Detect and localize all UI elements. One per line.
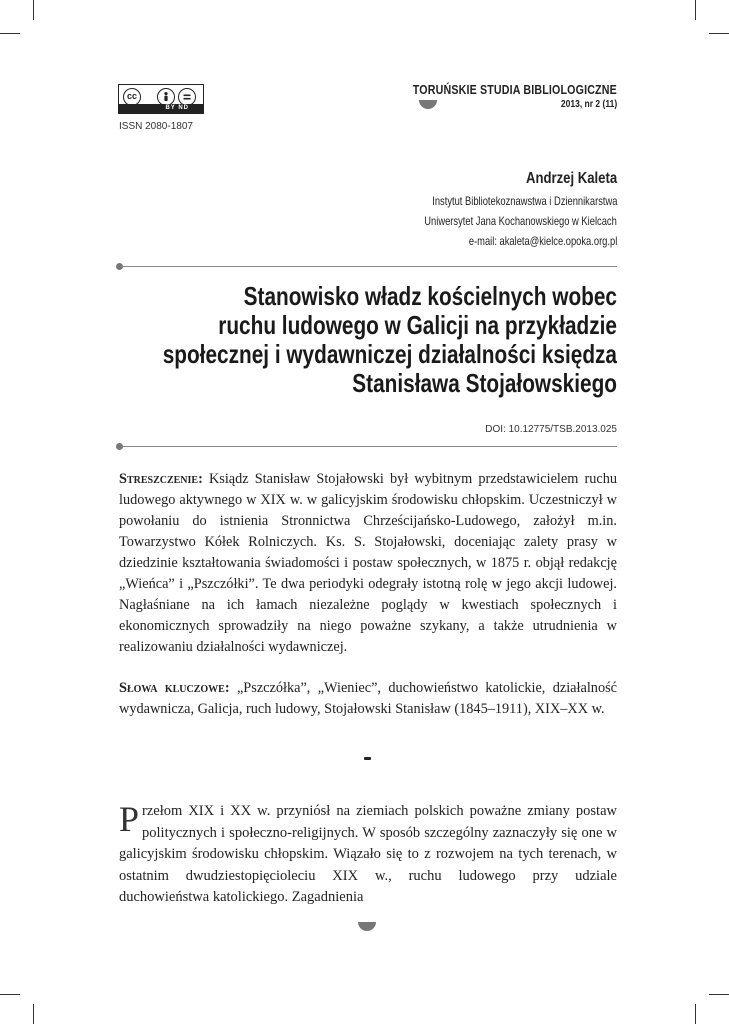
cc-license-badge <box>118 84 204 114</box>
author-name: Andrzej Kaleta <box>525 170 617 187</box>
abstract-text: Ksiądz Stanisław Stojałowski był wybitnym przedstawicielem ruchu ludowego aktywnego w XIX w. w galicyjskim środowisku chłopskim. Uczestniczył w powołaniu do istnienia Stronnictwa Chrześcijańsko-Ludowego, założył m.in. Towarzystwo Kółek Rolniczych. Ks. S. Stojałowski, doceniając zalety prasy w dziedzinie kształtowania świadomości i postaw społecznych, w 1875 r. objął redakcję „Wieńca” i „Pszczółki”. Te dwa periodyki odegrały istotną rolę w jego akcji ludowej. Nagłaśniane na ich łamach niezależne poglądy w kwestiach społecznych i ekonomicznych sprowadziły na niego poważne szykany, a także utrudnienia w realizowaniu działalności wydawniczej. <box>119 471 617 655</box>
body-paragraph <box>119 801 617 909</box>
author-email[interactable]: e-mail: akaleta@kielce.opoka.org.pl <box>468 234 617 248</box>
journal-issue: 2013, nr 2 (11) <box>560 99 617 110</box>
crop-mark-top-right-vertical <box>695 0 696 20</box>
crop-mark-bottom-right-horizontal <box>709 994 729 995</box>
divider-top <box>121 266 617 267</box>
title-line: Stanisława Stojałowskiego <box>352 368 617 398</box>
header-ornament-icon <box>419 100 437 109</box>
crop-mark-bottom-right-vertical <box>695 1004 696 1024</box>
abstract-label: Streszczenie: <box>119 471 203 487</box>
crop-mark-bottom-left-horizontal <box>0 994 20 995</box>
abstract <box>119 469 617 658</box>
crop-mark-top-right-horizontal <box>709 33 729 34</box>
keywords <box>119 678 617 720</box>
crop-mark-top-left-horizontal <box>0 33 20 34</box>
article-title <box>121 282 617 398</box>
author-affiliation-university: Uniwersytet Jana Kochanowskiego w Kielcach <box>424 214 617 228</box>
doi[interactable]: DOI: 10.12775/TSB.2013.025 <box>485 424 617 435</box>
section-separator-icon <box>364 757 371 760</box>
crop-mark-bottom-left-vertical <box>33 1004 34 1024</box>
title-line: społecznej i wydawniczej działalności księdza <box>162 339 617 369</box>
drop-cap: P <box>119 799 140 839</box>
title-line: ruchu ludowego w Galicji na przykładzie <box>218 310 617 340</box>
issn: ISSN 2080-1807 <box>119 121 193 132</box>
keywords-text: „Pszczółka”, „Wieniec”, duchowieństwo katolickie, działalność wydawnicza, Galicja, ruch ludowy, Stojałowski Stanisław (1845–1911), XIX–XX w. <box>119 680 618 717</box>
body-paragraph-text: rzełom XIX i XX w. przyniósł na ziemiach polskich poważne zmiany postaw politycznych i społeczno-religijnych. W sposób szczególny zaznaczyły się one w galicyjskim środowisku chłopskim. Wiązało się to z rozwojem na tych terenach, w ostatnim dwudziestopięcioleciu XIX w., ruchu ludowego przy udziale duchowieństwa katolickiego. Zagadnienia <box>119 803 617 906</box>
author-affiliation-institute: Instytut Bibliotekoznawstwa i Dziennikarstwa <box>431 194 617 208</box>
crop-mark-top-left-vertical <box>33 0 34 20</box>
journal-title: TORUŃSKIE STUDIA BIBLIOLOGICZNE <box>412 82 617 97</box>
footer-ornament-icon <box>358 922 376 931</box>
title-line: Stanowisko władz kościelnych wobec <box>243 281 617 311</box>
keywords-label: Słowa kluczowe: <box>119 680 230 696</box>
cc-logo-icon: cc <box>123 88 141 106</box>
license-strip: BY ND <box>119 104 203 113</box>
divider-bottom <box>121 446 617 447</box>
